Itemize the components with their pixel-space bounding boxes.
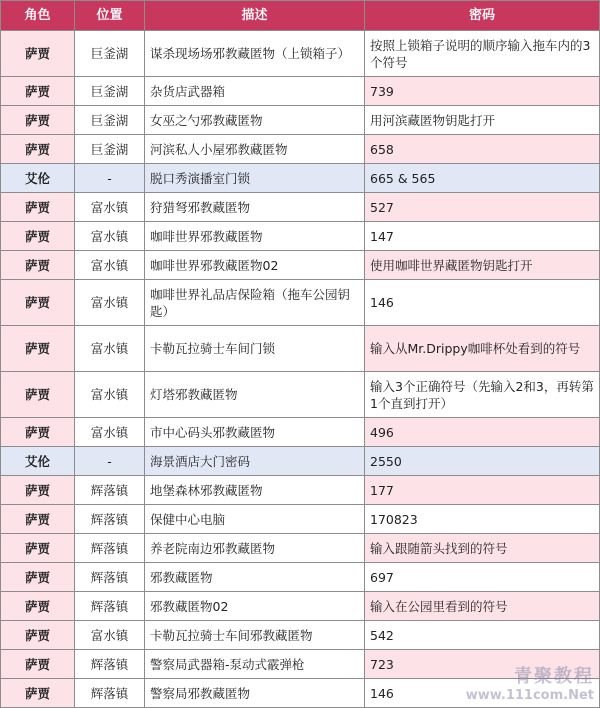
password-cell: 723 bbox=[365, 650, 600, 679]
description-cell: 地堡森林邪教藏匿物 bbox=[145, 476, 365, 505]
password-cell: 170823 bbox=[365, 505, 600, 534]
watermark-url: www.111com.Net bbox=[466, 688, 594, 703]
description-cell: 谋杀现场场邪教藏匿物（上锁箱子） bbox=[145, 31, 365, 77]
description-cell: 警察局武器箱-泵动式霰弹枪 bbox=[145, 650, 365, 679]
password-cell: 527 bbox=[365, 193, 600, 222]
password-cell: 输入3个正确符号（先输入2和3，再转第1个直到打开） bbox=[365, 372, 600, 418]
table-row bbox=[1, 77, 600, 106]
table-row bbox=[1, 164, 600, 193]
table-row bbox=[1, 563, 600, 592]
location-cell: 巨釜湖 bbox=[75, 106, 145, 135]
role-cell: 萨贾 bbox=[1, 106, 75, 135]
role-cell: 萨贾 bbox=[1, 372, 75, 418]
location-cell: - bbox=[75, 447, 145, 476]
password-cell: 177 bbox=[365, 476, 600, 505]
location-cell: 巨釜湖 bbox=[75, 31, 145, 77]
password-cell: 146 bbox=[365, 679, 600, 708]
location-cell: 富水镇 bbox=[75, 372, 145, 418]
role-cell: 萨贾 bbox=[1, 679, 75, 708]
password-cell: 使用咖啡世界藏匿物钥匙打开 bbox=[365, 251, 600, 280]
description-cell: 市中心码头邪教藏匿物 bbox=[145, 418, 365, 447]
location-cell: 富水镇 bbox=[75, 621, 145, 650]
password-cell: 用河滨藏匿物钥匙打开 bbox=[365, 106, 600, 135]
role-cell: 萨贾 bbox=[1, 563, 75, 592]
role-cell: 萨贾 bbox=[1, 77, 75, 106]
role-cell: 萨贾 bbox=[1, 418, 75, 447]
description-cell: 灯塔邪教藏匿物 bbox=[145, 372, 365, 418]
table-row bbox=[1, 193, 600, 222]
password-cell: 739 bbox=[365, 77, 600, 106]
location-cell: 辉落镇 bbox=[75, 476, 145, 505]
description-cell: 女巫之勺邪教藏匿物 bbox=[145, 106, 365, 135]
location-cell: 巨釜湖 bbox=[75, 77, 145, 106]
description-cell: 河滨私人小屋邪教藏匿物 bbox=[145, 135, 365, 164]
role-cell: 萨贾 bbox=[1, 505, 75, 534]
role-cell: 萨贾 bbox=[1, 650, 75, 679]
password-cell: 按照上锁箱子说明的顺序输入拖车内的3个符号 bbox=[365, 31, 600, 77]
description-cell: 邪教藏匿物 bbox=[145, 563, 365, 592]
location-cell: 富水镇 bbox=[75, 280, 145, 326]
table-row bbox=[1, 418, 600, 447]
description-cell: 脱口秀演播室门锁 bbox=[145, 164, 365, 193]
table-row bbox=[1, 372, 600, 418]
password-cell: 输入跟随箭头找到的符号 bbox=[365, 534, 600, 563]
role-cell: 萨贾 bbox=[1, 476, 75, 505]
location-cell: 富水镇 bbox=[75, 251, 145, 280]
description-cell: 咖啡世界邪教藏匿物 bbox=[145, 222, 365, 251]
password-cell: 147 bbox=[365, 222, 600, 251]
table-row bbox=[1, 592, 600, 621]
location-cell: 富水镇 bbox=[75, 193, 145, 222]
role-cell: 艾伦 bbox=[1, 447, 75, 476]
description-cell: 卡勒瓦拉骑士车间邪教藏匿物 bbox=[145, 621, 365, 650]
description-cell: 保健中心电脑 bbox=[145, 505, 365, 534]
watermark bbox=[466, 662, 594, 703]
table-row bbox=[1, 251, 600, 280]
location-cell: 辉落镇 bbox=[75, 592, 145, 621]
header-description: 描述 bbox=[145, 1, 365, 31]
password-cell: 输入从Mr.Drippy咖啡杯处看到的符号 bbox=[365, 326, 600, 372]
password-cell: 输入在公园里看到的符号 bbox=[365, 592, 600, 621]
watermark-brand: 青聚教程 bbox=[466, 662, 594, 688]
table-row bbox=[1, 222, 600, 251]
header-location: 位置 bbox=[75, 1, 145, 31]
description-cell: 狩猎弩邪教藏匿物 bbox=[145, 193, 365, 222]
password-cell: 146 bbox=[365, 280, 600, 326]
password-cell: 658 bbox=[365, 135, 600, 164]
location-cell: 辉落镇 bbox=[75, 650, 145, 679]
location-cell: - bbox=[75, 164, 145, 193]
description-cell: 警察局邪教藏匿物 bbox=[145, 679, 365, 708]
description-cell: 养老院南边邪教藏匿物 bbox=[145, 534, 365, 563]
table-row bbox=[1, 447, 600, 476]
password-cell: 665 & 565 bbox=[365, 164, 600, 193]
description-cell: 卡勒瓦拉骑士车间门锁 bbox=[145, 326, 365, 372]
role-cell: 萨贾 bbox=[1, 534, 75, 563]
description-cell: 邪教藏匿物02 bbox=[145, 592, 365, 621]
role-cell: 萨贾 bbox=[1, 621, 75, 650]
location-cell: 辉落镇 bbox=[75, 534, 145, 563]
table-row bbox=[1, 534, 600, 563]
header-row bbox=[1, 1, 600, 31]
table-row bbox=[1, 280, 600, 326]
role-cell: 萨贾 bbox=[1, 31, 75, 77]
table-row bbox=[1, 326, 600, 372]
table-row bbox=[1, 476, 600, 505]
description-cell: 杂货店武器箱 bbox=[145, 77, 365, 106]
location-cell: 富水镇 bbox=[75, 418, 145, 447]
description-cell: 咖啡世界邪教藏匿物02 bbox=[145, 251, 365, 280]
description-cell: 咖啡世界礼品店保险箱（拖车公园钥匙） bbox=[145, 280, 365, 326]
location-cell: 富水镇 bbox=[75, 326, 145, 372]
role-cell: 萨贾 bbox=[1, 326, 75, 372]
location-cell: 巨釜湖 bbox=[75, 135, 145, 164]
table-row bbox=[1, 505, 600, 534]
role-cell: 艾伦 bbox=[1, 164, 75, 193]
location-cell: 辉落镇 bbox=[75, 563, 145, 592]
role-cell: 萨贾 bbox=[1, 222, 75, 251]
table-row bbox=[1, 106, 600, 135]
role-cell: 萨贾 bbox=[1, 280, 75, 326]
role-cell: 萨贾 bbox=[1, 193, 75, 222]
header-password: 密码 bbox=[365, 1, 600, 31]
table-row bbox=[1, 621, 600, 650]
location-cell: 辉落镇 bbox=[75, 505, 145, 534]
description-cell: 海景酒店大门密码 bbox=[145, 447, 365, 476]
table-row bbox=[1, 135, 600, 164]
password-cell: 2550 bbox=[365, 447, 600, 476]
location-cell: 富水镇 bbox=[75, 222, 145, 251]
password-cell: 697 bbox=[365, 563, 600, 592]
role-cell: 萨贾 bbox=[1, 251, 75, 280]
password-cell: 542 bbox=[365, 621, 600, 650]
location-cell: 辉落镇 bbox=[75, 679, 145, 708]
role-cell: 萨贾 bbox=[1, 135, 75, 164]
password-cell: 496 bbox=[365, 418, 600, 447]
role-cell: 萨贾 bbox=[1, 592, 75, 621]
header-role: 角色 bbox=[1, 1, 75, 31]
table-row bbox=[1, 31, 600, 77]
